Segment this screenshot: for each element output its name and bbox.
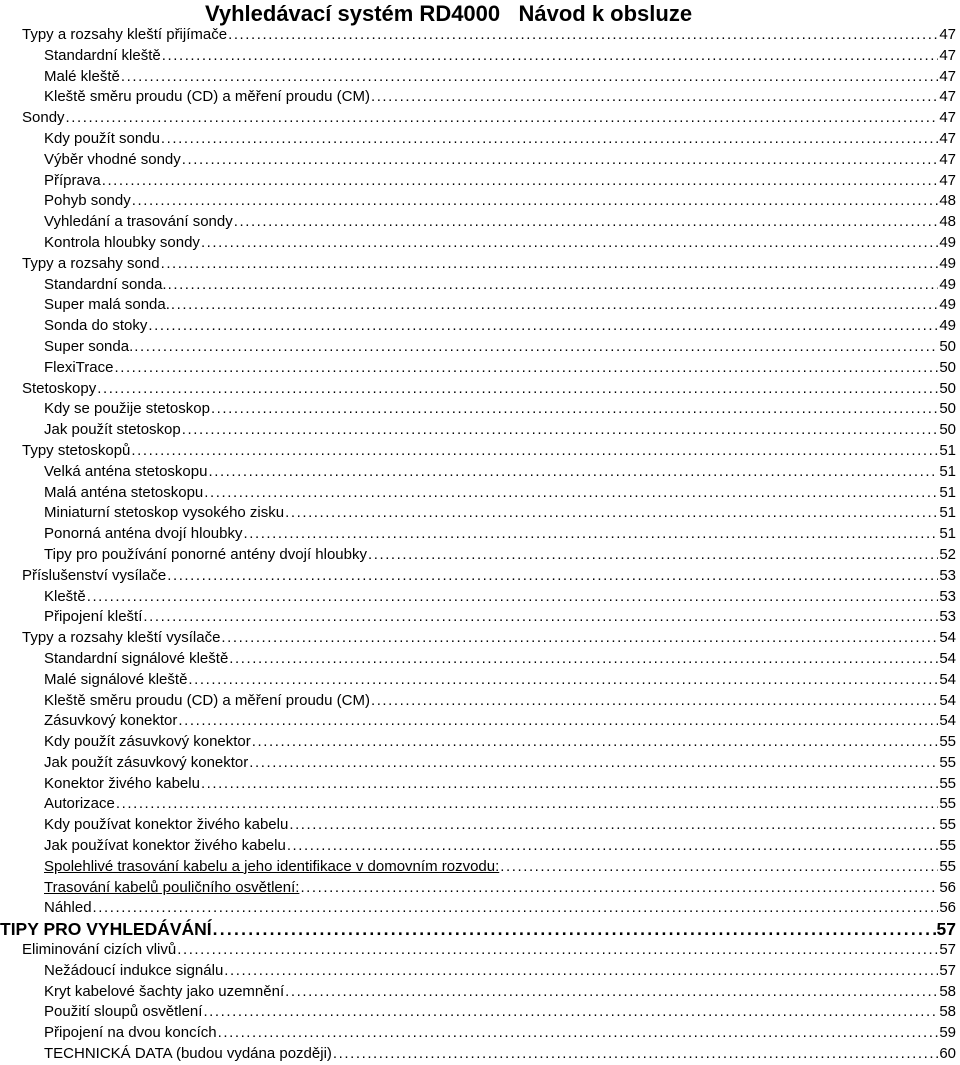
toc-entry-label: Malé signálové kleště [44, 670, 188, 688]
toc-entry-page-number: 47 [939, 171, 956, 189]
toc-entry[interactable] [22, 129, 956, 150]
toc-entry[interactable] [22, 857, 956, 878]
toc-dot-leader [213, 919, 936, 940]
toc-entry[interactable] [22, 358, 956, 379]
toc-dot-leader [114, 358, 938, 379]
toc-dot-leader [201, 774, 938, 795]
toc-dot-leader [102, 171, 939, 192]
toc-entry-label: Připojení na dvou koncích [44, 1024, 217, 1042]
toc-entry-label: Připojení kleští [44, 608, 143, 626]
toc-entry-label: Kontrola hloubky sondy [44, 233, 200, 251]
toc-dot-leader [188, 670, 938, 691]
toc-entry-page-number: 50 [939, 379, 956, 397]
toc-entry-label: Kdy se použije stetoskop [44, 400, 210, 418]
toc-entry-page-number: 57 [939, 941, 956, 959]
toc-dot-leader [204, 483, 938, 504]
toc-dot-leader [208, 462, 938, 483]
toc-entry-page-number: 53 [939, 608, 956, 626]
toc-entry-label: Kdy používat konektor živého kabelu [44, 816, 289, 834]
toc-entry[interactable] [22, 108, 956, 129]
toc-entry-label: Typy a rozsahy kleští vysílače [22, 629, 221, 647]
toc-entry-page-number: 54 [939, 670, 956, 688]
toc-dot-leader [287, 836, 939, 857]
toc-entry[interactable] [22, 815, 956, 836]
toc-entry[interactable] [22, 150, 956, 171]
toc-entry-page-number: 49 [939, 296, 956, 314]
toc-entry[interactable] [22, 732, 956, 753]
toc-entry-label: Jak používat konektor živého kabelu [44, 837, 286, 855]
toc-entry-label: Standardní sonda. [44, 275, 167, 293]
toc-entry-page-number: 47 [939, 67, 956, 85]
toc-dot-leader [97, 379, 938, 400]
toc-entry-page-number: 49 [939, 317, 956, 335]
toc-entry[interactable] [22, 587, 956, 608]
toc-entry[interactable] [22, 670, 956, 691]
toc-entry[interactable] [22, 399, 956, 420]
toc-entry[interactable] [22, 961, 956, 982]
toc-entry[interactable] [22, 898, 956, 919]
toc-entry-page-number: 54 [939, 691, 956, 709]
toc-dot-leader [224, 961, 938, 982]
toc-entry-label: Kleště směru proudu (CD) a měření proudu (CM) [44, 691, 370, 709]
toc-entry-label: Eliminování cizích vlivů [22, 941, 177, 959]
toc-entry[interactable] [22, 774, 956, 795]
document-title: Vyhledávací systém RD4000 Návod k obsluze [205, 1, 693, 26]
toc-entry-page-number: 47 [939, 129, 956, 147]
toc-entry-label: Kdy použít zásuvkový konektor [44, 733, 251, 751]
toc-entry-page-number: 47 [939, 109, 956, 127]
toc-entry-page-number: 47 [939, 26, 956, 43]
toc-entry[interactable] [22, 420, 956, 441]
toc-entry[interactable] [22, 254, 956, 275]
toc-dot-leader [93, 898, 939, 919]
toc-entry-label: Jak použít zásuvkový konektor [44, 753, 249, 771]
toc-entry-label: Ponorná anténa dvojí hloubky [44, 525, 243, 543]
toc-dot-leader [131, 441, 938, 462]
toc-entry-page-number: 54 [939, 712, 956, 730]
toc-entry-label: Kdy použít sondu [44, 129, 160, 147]
toc-entry-label: Super sonda. [44, 337, 134, 355]
toc-entry-page-number: 58 [939, 982, 956, 1000]
toc-entry-label: Velká anténa stetoskopu [44, 462, 208, 480]
toc-dot-leader [249, 753, 938, 774]
toc-entry-page-number: 47 [939, 150, 956, 168]
toc-dot-leader [121, 67, 938, 88]
toc-dot-leader [285, 982, 938, 1003]
toc-entry-label: Autorizace [44, 795, 115, 813]
toc-entry-page-number: 47 [939, 46, 956, 64]
toc-dot-leader [234, 212, 939, 233]
toc-entry-page-number: 50 [939, 400, 956, 418]
toc-dot-leader [182, 420, 939, 441]
toc-entry[interactable] [22, 275, 956, 296]
toc-dot-leader [87, 587, 939, 608]
toc-entry[interactable] [22, 295, 956, 316]
toc-dot-leader [177, 940, 938, 961]
toc-dot-leader [134, 337, 938, 358]
toc-entry-label: TECHNICKÁ DATA (budou vydána později) [44, 1045, 332, 1063]
toc-entry-page-number: 53 [939, 587, 956, 605]
toc-entry-page-number: 55 [939, 795, 956, 813]
toc-entry-page-number: 50 [939, 358, 956, 376]
toc-entry-label: Konektor živého kabelu [44, 774, 200, 792]
toc-entry-label: Stetoskopy [22, 379, 97, 397]
toc-entry[interactable] [22, 462, 956, 483]
toc-entry[interactable] [22, 233, 956, 254]
toc-entry-page-number: 51 [939, 441, 956, 459]
toc-entry[interactable] [22, 316, 956, 337]
toc-entry-page-number: 51 [939, 504, 956, 522]
toc-entry[interactable] [22, 337, 956, 358]
toc-entry-label: Kleště [44, 587, 86, 605]
toc-dot-leader [162, 46, 939, 67]
toc-entry-page-number: 51 [939, 462, 956, 480]
toc-entry[interactable] [22, 649, 956, 670]
toc-entry[interactable] [22, 545, 956, 566]
toc-dot-leader [243, 524, 938, 545]
toc-dot-leader [221, 628, 938, 649]
toc-entry-page-number: 57 [936, 919, 956, 940]
toc-dot-leader [371, 87, 938, 108]
toc-entry[interactable] [22, 628, 956, 649]
toc-dot-leader [143, 607, 938, 628]
toc-entry[interactable] [22, 171, 956, 192]
toc-entry[interactable] [22, 836, 956, 857]
toc-dot-leader [178, 711, 938, 732]
toc-entry-page-number: 55 [939, 816, 956, 834]
toc-entry-label: Sondy [22, 109, 65, 127]
toc-entry-label: Typy stetoskopů [22, 441, 131, 459]
toc-entry-page-number: 56 [939, 899, 956, 917]
toc-dot-leader [371, 691, 938, 712]
toc-entry-page-number: 49 [939, 233, 956, 251]
toc-entry-label: Spolehlivé trasování kabelu a jeho identifikace v domovním rozvodu: [44, 857, 500, 875]
table-of-contents [0, 25, 956, 1065]
toc-entry-label: Vyhledání a trasování sondy [44, 213, 233, 231]
toc-entry-label: Použití sloupů osvětlení [44, 1003, 203, 1021]
toc-entry[interactable] [22, 25, 956, 46]
toc-entry[interactable] [22, 379, 956, 400]
toc-entry-label: Typy a rozsahy kleští přijímače [22, 26, 228, 43]
toc-entry[interactable] [22, 982, 956, 1003]
toc-entry-page-number: 54 [939, 629, 956, 647]
toc-dot-leader [168, 275, 939, 296]
toc-dot-leader [148, 316, 938, 337]
toc-entry[interactable] [22, 711, 956, 732]
toc-entry-page-number: 55 [939, 837, 956, 855]
toc-entry[interactable] [22, 878, 956, 899]
toc-dot-leader [333, 1044, 938, 1065]
toc-dot-leader [201, 233, 938, 254]
toc-entry-page-number: 57 [939, 961, 956, 979]
toc-entry-page-number: 48 [939, 192, 956, 210]
toc-entry-label: Příprava [44, 171, 101, 189]
toc-dot-leader [252, 732, 939, 753]
toc-entry[interactable] [22, 940, 956, 961]
toc-entry-label: Příslušenství vysílače [22, 566, 167, 584]
toc-entry-page-number: 47 [939, 88, 956, 106]
toc-entry-page-number: 51 [939, 525, 956, 543]
toc-dot-leader [182, 150, 939, 171]
toc-entry-label: Miniaturní stetoskop vysokého zisku [44, 504, 285, 522]
toc-dot-leader [211, 399, 938, 420]
toc-entry-label: Pohyb sondy [44, 192, 131, 210]
toc-entry-label: Super malá sonda. [44, 296, 170, 314]
toc-entry-page-number: 56 [939, 878, 956, 896]
toc-entry-label: Standardní signálové kleště [44, 649, 229, 667]
toc-dot-leader [171, 295, 938, 316]
toc-dot-leader [500, 857, 938, 878]
toc-dot-leader [285, 503, 938, 524]
toc-entry[interactable] [22, 1044, 956, 1065]
toc-entry[interactable] [22, 753, 956, 774]
toc-entry-label: Standardní kleště [44, 46, 161, 64]
toc-dot-leader [289, 815, 938, 836]
toc-entry-page-number: 51 [939, 483, 956, 501]
toc-dot-leader [66, 108, 939, 129]
toc-entry-page-number: 59 [939, 1024, 956, 1042]
toc-entry[interactable] [22, 503, 956, 524]
toc-entry[interactable] [22, 794, 956, 815]
toc-entry-page-number: 52 [939, 545, 956, 563]
toc-entry[interactable] [22, 67, 956, 88]
toc-entry[interactable] [22, 191, 956, 212]
toc-entry-page-number: 55 [939, 857, 956, 875]
toc-dot-leader [218, 1023, 939, 1044]
toc-entry[interactable] [22, 524, 956, 545]
toc-entry-page-number: 55 [939, 733, 956, 751]
toc-entry-page-number: 55 [939, 774, 956, 792]
toc-dot-leader [161, 254, 939, 275]
toc-dot-leader [368, 545, 938, 566]
toc-entry-label: Kryt kabelové šachty jako uzemnění [44, 982, 285, 1000]
toc-entry[interactable] [22, 566, 956, 587]
toc-entry[interactable] [22, 607, 956, 628]
toc-dot-leader [161, 129, 938, 150]
toc-dot-leader [228, 25, 938, 46]
toc-entry-label: Náhled [44, 899, 92, 917]
toc-entry-page-number: 55 [939, 753, 956, 771]
toc-entry-label: Trasování kabelů pouličního osvětlení: [44, 878, 300, 896]
toc-entry[interactable] [22, 46, 956, 67]
toc-entry-label: Jak použít stetoskop [44, 421, 181, 439]
toc-dot-leader [203, 1002, 938, 1023]
toc-entry-label: Sonda do stoky [44, 317, 148, 335]
toc-entry-page-number: 50 [939, 337, 956, 355]
toc-dot-leader [116, 794, 938, 815]
toc-dot-leader [167, 566, 938, 587]
toc-entry-label: Malé kleště [44, 67, 120, 85]
toc-entry[interactable] [22, 212, 956, 233]
toc-entry[interactable] [22, 1023, 956, 1044]
toc-entry-label: Nežádoucí indukce signálu [44, 961, 224, 979]
toc-entry-label: FlexiTrace [44, 358, 114, 376]
toc-entry-page-number: 53 [939, 566, 956, 584]
toc-entry-page-number: 54 [939, 649, 956, 667]
toc-entry[interactable] [22, 1002, 956, 1023]
toc-entry-label: Typy a rozsahy sond [22, 254, 160, 272]
toc-entry[interactable] [22, 691, 956, 712]
toc-dot-leader [229, 649, 938, 670]
toc-entry-page-number: 60 [939, 1045, 956, 1063]
toc-entry-label: TIPY PRO VYHLEDÁVÁNÍ [0, 919, 212, 940]
toc-entry-label: Tipy pro používání ponorné antény dvojí hloubky [44, 545, 367, 563]
toc-entry-page-number: 49 [939, 275, 956, 293]
toc-dot-leader [132, 191, 939, 212]
toc-entry-page-number: 50 [939, 421, 956, 439]
toc-entry[interactable] [0, 919, 956, 940]
toc-entry-page-number: 49 [939, 254, 956, 272]
toc-entry-label: Zásuvkový konektor [44, 712, 178, 730]
toc-entry-label: Výběr vhodné sondy [44, 150, 181, 168]
toc-entry-label: Kleště směru proudu (CD) a měření proudu (CM) [44, 88, 370, 106]
toc-entry[interactable] [22, 87, 956, 108]
toc-entry-page-number: 58 [939, 1003, 956, 1021]
toc-entry[interactable] [22, 441, 956, 462]
toc-entry-label: Malá anténa stetoskopu [44, 483, 204, 501]
toc-dot-leader [300, 878, 938, 899]
toc-entry[interactable] [22, 483, 956, 504]
toc-entry-page-number: 48 [939, 213, 956, 231]
